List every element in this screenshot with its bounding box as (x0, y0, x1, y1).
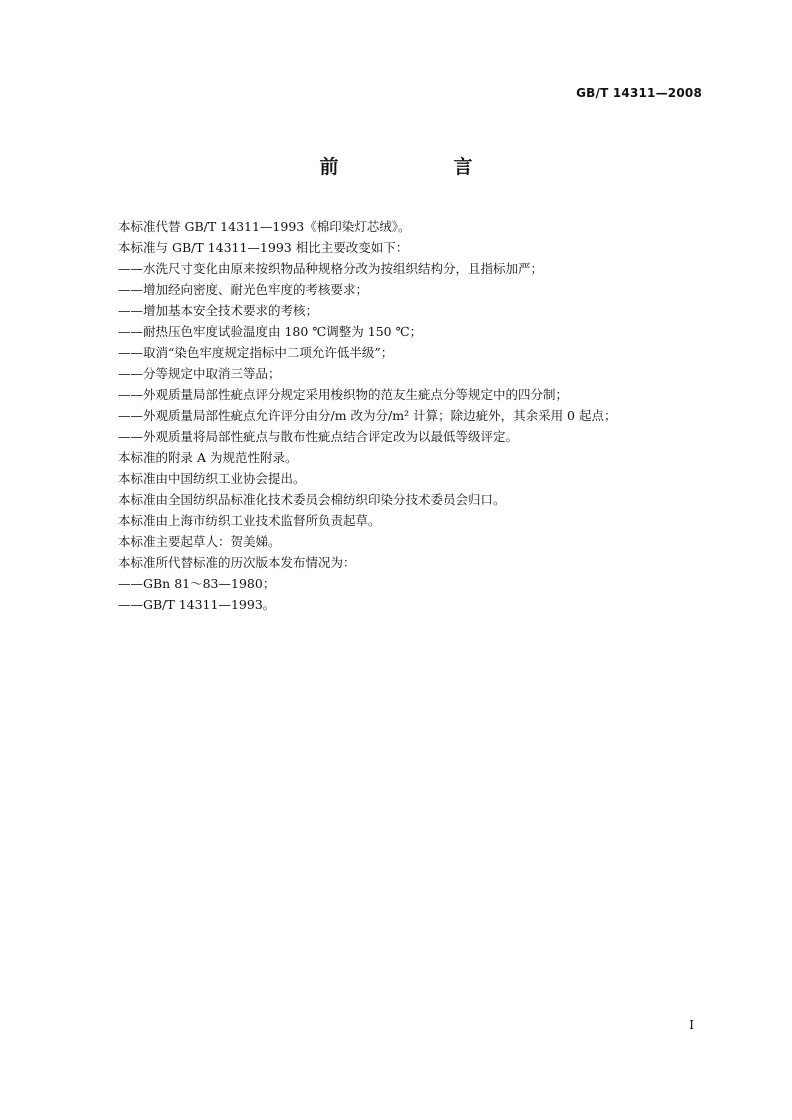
foreword-line: 本标准所代替标准的历次版本发布情况为： (118, 555, 356, 570)
page-title: 前 言 (319, 156, 521, 178)
foreword-line: 本标准由上海市纺织工业技术监督所负责起草。 (118, 513, 381, 528)
foreword-line: 本标准的附录 A 为规范性附录。 (118, 450, 298, 465)
change-item: ——耐热压色牢度试验温度由 180 ℃调整为 150 ℃； (118, 324, 423, 339)
foreword-line: 本标准由全国纺织品标准化技术委员会棉纺织印染分技术委员会归口。 (118, 492, 506, 507)
change-item: ——取消“染色牢度规定指标中二项允许低半级”； (118, 345, 394, 360)
foreword-line: 本标准主要起草人：贺美娣。 (118, 534, 281, 549)
foreword-line: 本标准与 GB/T 14311—1993 相比主要改变如下： (118, 240, 409, 255)
change-item: ——增加基本安全技术要求的考核； (118, 303, 319, 318)
foreword-body (118, 216, 698, 615)
change-item: ——分等规定中取消三等品； (118, 366, 281, 381)
change-item: ——外观质量将局部性疵点与散布性疵点结合评定改为以最低等级评定。 (118, 429, 519, 444)
page-number: I (689, 1018, 694, 1032)
standard-code: GB/T 14311—2008 (576, 86, 702, 100)
change-item: ——外观质量局部性疵点评分规定采用梭织物的范友生疵点分等规定中的四分制； (118, 387, 569, 402)
change-item: ——外观质量局部性疵点允许评分由分/m 改为分/m² 计算；除边疵外，其余采用 0 起点； (118, 408, 617, 423)
foreword-line: 本标准由中国纺织工业协会提出。 (118, 471, 306, 486)
change-item: ——增加经向密度、耐光色牢度的考核要求； (118, 282, 369, 297)
change-item: ——水洗尺寸变化由原来按织物品种规格分改为按组织结构分，且指标加严； (118, 261, 544, 276)
foreword-line: 本标准代替 GB/T 14311—1993《棉印染灯芯绒》。 (118, 219, 411, 234)
history-item: ——GBn 81～83—1980； (118, 576, 276, 591)
history-item: ——GB/T 14311—1993。 (118, 597, 276, 612)
